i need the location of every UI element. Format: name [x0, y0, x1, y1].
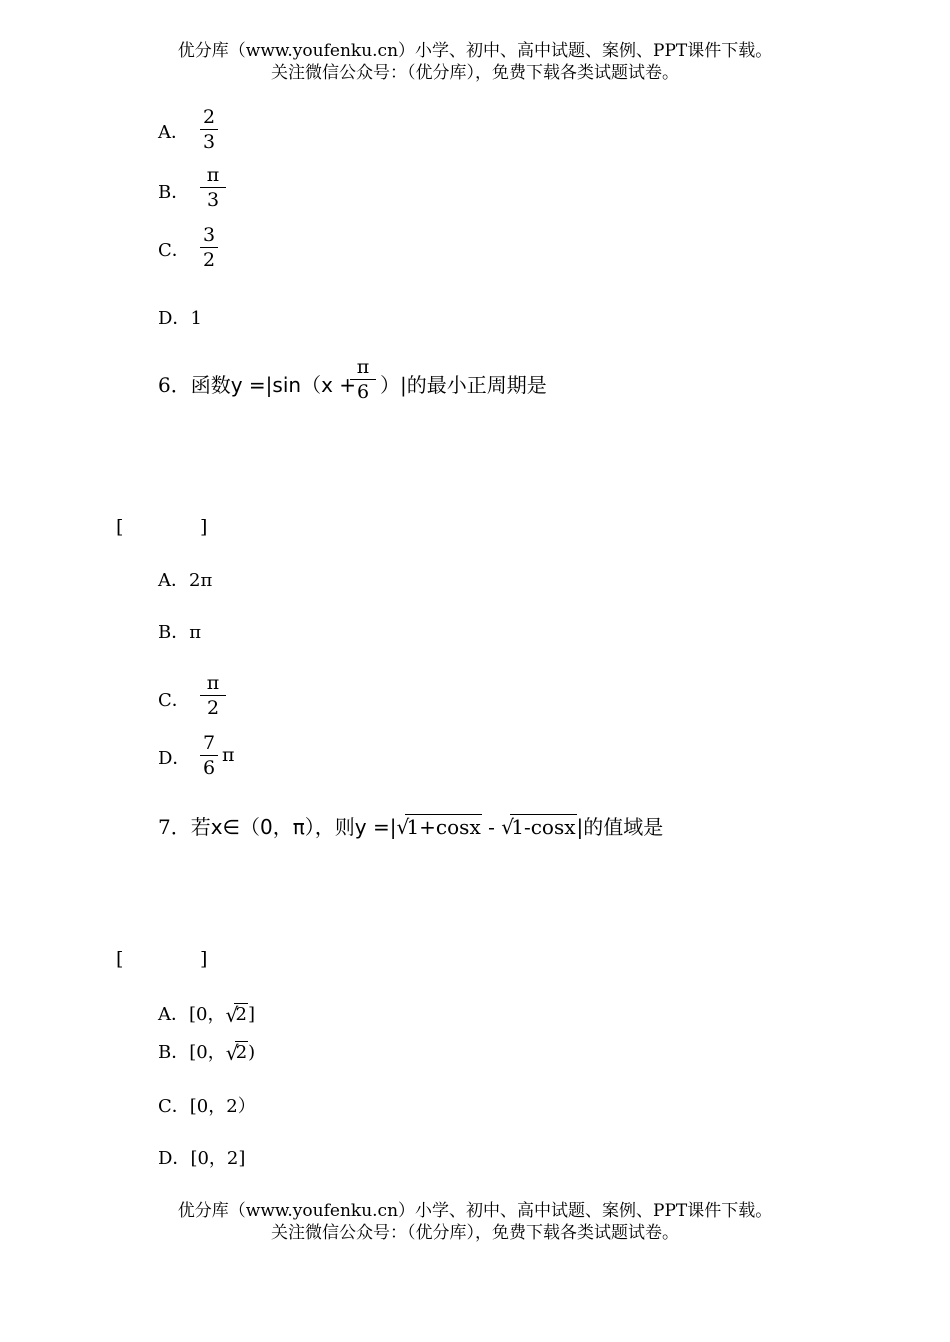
q6-bracket-open: [ — [116, 516, 124, 538]
fraction-numerator: 7 — [202, 732, 216, 754]
option-text: [0，2） — [189, 1096, 256, 1117]
radicand: 1+cosx — [406, 815, 481, 839]
q5-option-a-label: A． — [158, 122, 189, 143]
option-text: 1 — [190, 308, 202, 329]
fraction-denominator: 3 — [206, 189, 220, 211]
option-label: A． — [158, 1004, 189, 1025]
option-post: ) — [248, 1042, 256, 1063]
q7-option-c — [158, 1096, 256, 1118]
fraction-denominator: 2 — [206, 697, 220, 719]
q7-minus: - — [481, 815, 502, 839]
q6-pi-over-6 — [350, 356, 376, 403]
radicand: 2 — [235, 1042, 248, 1063]
option-text: [0，2] — [190, 1148, 246, 1169]
q7-stem — [158, 814, 663, 840]
header-line-1: 优分库（www.youfenku.cn）小学、初中、高中试题、案例、PPT课件下载。 — [177, 41, 773, 61]
fraction-bar — [200, 187, 226, 188]
q5-option-c-fraction — [200, 224, 218, 271]
footer-line-1: 优分库（www.youfenku.cn）小学、初中、高中试题、案例、PPT课件下载。 — [177, 1201, 773, 1221]
radical-sign-icon: √ — [396, 815, 410, 839]
option-sqrt — [226, 1042, 248, 1064]
option-label: B． — [158, 622, 190, 643]
fraction-numerator: 2 — [202, 106, 216, 128]
q6-suffix: ）|的最小正周期是 — [380, 373, 547, 397]
q5-option-b-fraction — [200, 164, 226, 211]
option-text: 2π — [189, 570, 213, 591]
option-post: ] — [247, 1004, 255, 1025]
q6-option-b — [158, 622, 201, 644]
option-label: C． — [158, 1096, 190, 1117]
q7-sqrt-1 — [396, 814, 481, 840]
q6-bracket-close: ] — [200, 516, 208, 538]
q7-option-a — [158, 1004, 255, 1026]
option-label: D． — [158, 308, 191, 329]
radicand: 1-cosx — [511, 815, 576, 839]
option-label: D． — [158, 1148, 191, 1169]
q6-number: 6． — [158, 373, 191, 397]
option-label: A． — [158, 570, 189, 591]
q5-option-a-fraction — [200, 106, 218, 153]
fraction-numerator: π — [206, 672, 220, 694]
q7-option-b — [158, 1042, 255, 1064]
fraction-numerator: π — [356, 356, 370, 378]
fraction-bar — [200, 695, 226, 696]
option-sqrt — [225, 1004, 247, 1026]
q7-bracket-close: ] — [200, 948, 208, 970]
option-pre: [0， — [189, 1004, 226, 1025]
fraction-bar — [200, 129, 218, 130]
radical-sign-icon: √ — [225, 1041, 239, 1065]
header-line-2: 关注微信公众号：（优分库），免费下载各类试题试卷。 — [271, 63, 679, 83]
fraction-denominator: 3 — [202, 131, 216, 153]
page-header — [0, 40, 950, 84]
q6-option-d-label: D． — [158, 748, 191, 769]
q5-option-c-label: C． — [158, 240, 190, 261]
fraction-denominator: 2 — [202, 249, 216, 271]
option-text: π — [189, 622, 202, 643]
q6-option-a — [158, 570, 212, 592]
radical-sign-icon: √ — [501, 815, 514, 839]
fraction-denominator: 6 — [356, 381, 370, 403]
q6-option-d-fraction — [200, 732, 218, 779]
q6-stem — [158, 372, 356, 398]
fraction-numerator: 3 — [202, 224, 216, 246]
q6-option-c-label: C． — [158, 690, 190, 711]
fraction-bar — [350, 379, 376, 380]
q5-option-d — [158, 308, 202, 330]
fraction-numerator: π — [206, 164, 220, 186]
q7-number: 7． — [158, 815, 191, 839]
q7-option-d — [158, 1148, 245, 1170]
page-footer — [0, 1200, 950, 1244]
radical-sign-icon: √ — [225, 1003, 239, 1027]
fraction-bar — [200, 755, 218, 756]
q7-sqrt-2 — [501, 814, 576, 840]
radicand: 2 — [235, 1004, 247, 1025]
option-pre: [0， — [189, 1042, 226, 1063]
fraction-denominator: 6 — [202, 757, 216, 779]
q7-bracket-open: [ — [116, 948, 124, 970]
footer-line-2: 关注微信公众号：（优分库），免费下载各类试题试卷。 — [271, 1223, 679, 1243]
q6-prefix: 函数y =|sin（x + — [190, 373, 357, 397]
q5-option-b-label: B． — [158, 182, 190, 203]
q7-suffix: |的值域是 — [576, 815, 664, 839]
q6-option-c-fraction — [200, 672, 226, 719]
q7-prefix: 若x∈（0，π），则y =| — [190, 815, 397, 839]
option-label: B． — [158, 1042, 190, 1063]
q6-option-d-pi: π — [222, 744, 235, 766]
fraction-bar — [200, 247, 218, 248]
